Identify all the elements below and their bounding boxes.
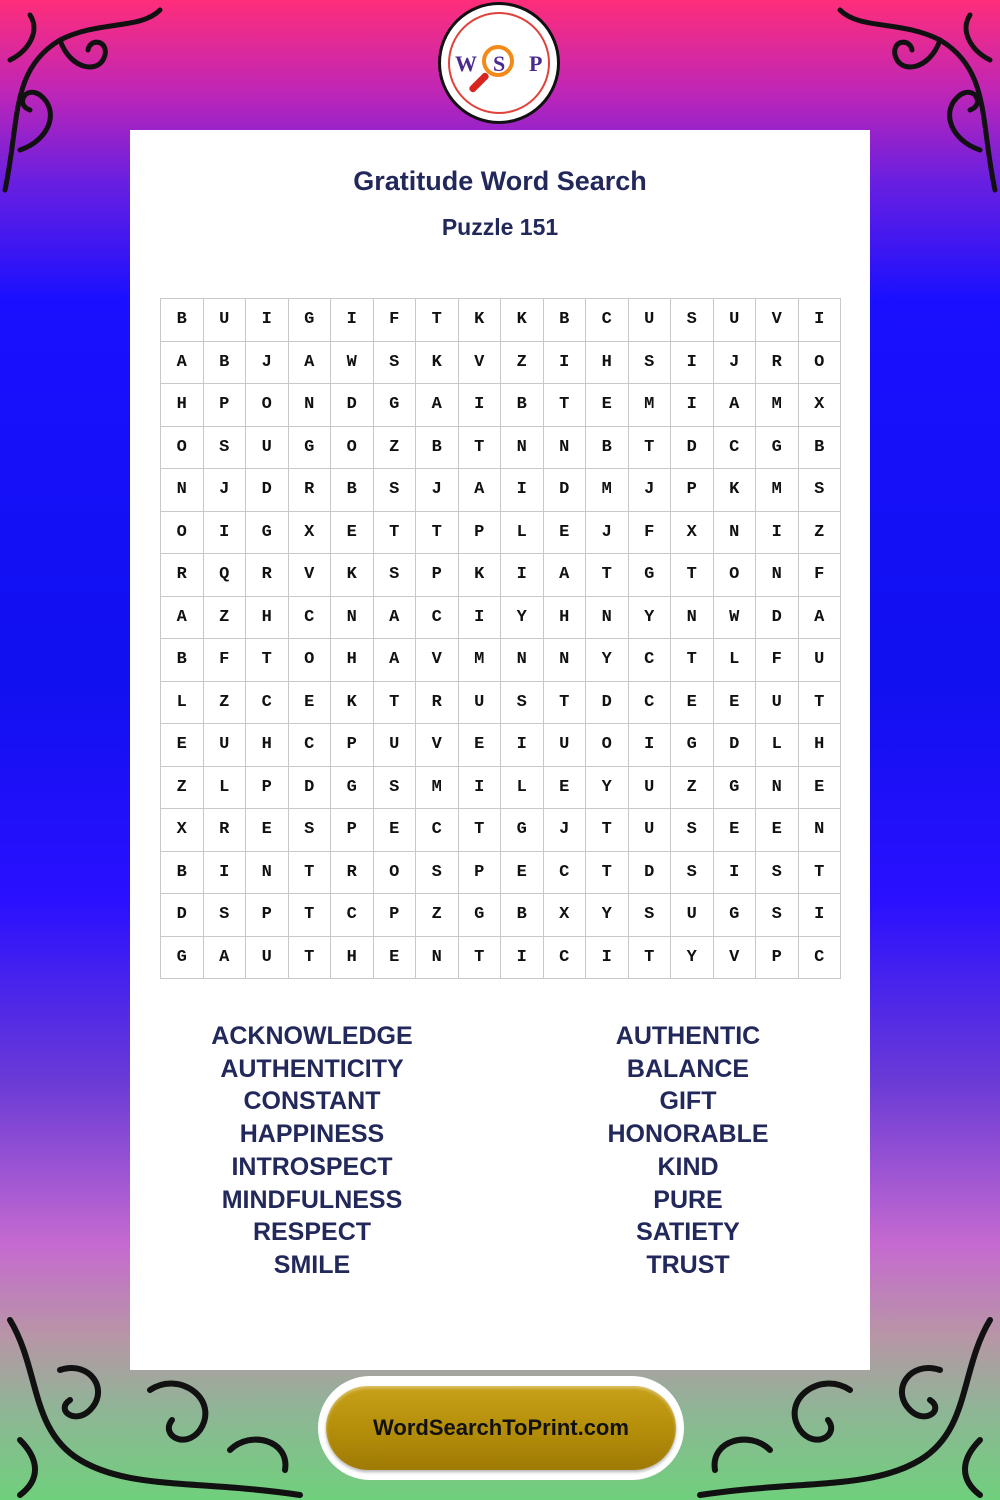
grid-cell[interactable]: C — [246, 682, 289, 725]
grid-cell[interactable]: Z — [501, 342, 544, 385]
grid-cell[interactable]: E — [374, 937, 417, 980]
grid-cell[interactable]: X — [161, 809, 204, 852]
grid-cell[interactable]: P — [416, 554, 459, 597]
grid-cell[interactable]: C — [629, 682, 672, 725]
grid-cell[interactable]: Z — [416, 894, 459, 937]
grid-cell[interactable]: T — [544, 384, 587, 427]
grid-cell[interactable]: S — [799, 469, 842, 512]
grid-cell[interactable]: L — [501, 767, 544, 810]
grid-cell[interactable]: P — [671, 469, 714, 512]
grid-cell[interactable]: T — [671, 554, 714, 597]
grid-cell[interactable]: B — [416, 427, 459, 470]
grid-cell[interactable]: Y — [586, 767, 629, 810]
grid-cell[interactable]: S — [204, 427, 247, 470]
grid-cell[interactable]: T — [459, 809, 502, 852]
grid-cell[interactable]: D — [289, 767, 332, 810]
website-link[interactable]: WordSearchToPrint.com — [326, 1386, 676, 1470]
grid-cell[interactable]: P — [459, 512, 502, 555]
grid-cell[interactable]: G — [289, 299, 332, 342]
grid-cell[interactable]: B — [544, 299, 587, 342]
grid-cell[interactable]: V — [416, 639, 459, 682]
grid-cell[interactable]: E — [374, 809, 417, 852]
word-item: SMILE — [273, 1250, 351, 1279]
grid-cell[interactable]: S — [374, 469, 417, 512]
grid-cell[interactable]: J — [246, 342, 289, 385]
grid-cell[interactable]: D — [161, 894, 204, 937]
grid-cell[interactable]: N — [586, 597, 629, 640]
grid-cell[interactable]: N — [714, 512, 757, 555]
wsp-logo — [438, 2, 560, 124]
grid-cell[interactable]: Z — [161, 767, 204, 810]
grid-cell[interactable]: I — [671, 342, 714, 385]
grid-cell[interactable]: T — [246, 639, 289, 682]
grid-cell[interactable]: I — [501, 554, 544, 597]
logo-letter-s: S — [493, 51, 506, 76]
grid-cell[interactable]: Z — [374, 427, 417, 470]
grid-cell[interactable]: S — [289, 809, 332, 852]
grid-cell[interactable]: I — [459, 767, 502, 810]
grid-cell[interactable]: S — [374, 554, 417, 597]
grid-cell[interactable]: T — [374, 512, 417, 555]
grid-cell[interactable]: P — [756, 937, 799, 980]
grid-cell[interactable]: N — [544, 639, 587, 682]
grid-cell[interactable]: C — [799, 937, 842, 980]
grid-cell[interactable]: P — [374, 894, 417, 937]
grid-cell[interactable]: E — [544, 767, 587, 810]
grid-cell[interactable]: I — [459, 597, 502, 640]
grid-cell[interactable]: N — [331, 597, 374, 640]
grid-cell[interactable]: J — [416, 469, 459, 512]
grid-cell[interactable]: T — [671, 639, 714, 682]
grid-cell[interactable]: V — [459, 342, 502, 385]
grid-cell[interactable]: B — [161, 852, 204, 895]
grid-cell[interactable]: K — [501, 299, 544, 342]
grid-cell[interactable]: F — [374, 299, 417, 342]
word-item: PURE — [653, 1185, 723, 1214]
grid-cell[interactable]: U — [246, 427, 289, 470]
grid-cell[interactable]: G — [161, 937, 204, 980]
grid-cell[interactable]: O — [714, 554, 757, 597]
grid-cell[interactable]: S — [374, 342, 417, 385]
grid-cell[interactable]: G — [756, 427, 799, 470]
grid-cell[interactable]: E — [161, 724, 204, 767]
grid-cell[interactable]: G — [331, 767, 374, 810]
grid-cell[interactable]: S — [629, 342, 672, 385]
grid-cell[interactable]: P — [204, 384, 247, 427]
word-item: GIFT — [659, 1087, 717, 1116]
grid-cell[interactable]: O — [289, 639, 332, 682]
grid-cell[interactable]: T — [544, 682, 587, 725]
grid-cell[interactable]: V — [289, 554, 332, 597]
grid-cell[interactable]: W — [714, 597, 757, 640]
word-item: INTROSPECT — [231, 1152, 393, 1181]
grid-cell[interactable]: T — [416, 512, 459, 555]
grid-cell[interactable]: Z — [204, 597, 247, 640]
grid-cell[interactable]: C — [289, 724, 332, 767]
grid-cell[interactable]: H — [246, 724, 289, 767]
grid-cell[interactable]: G — [501, 809, 544, 852]
grid-cell[interactable]: O — [246, 384, 289, 427]
grid-cell[interactable]: T — [289, 894, 332, 937]
grid-cell[interactable]: H — [331, 937, 374, 980]
grid-cell[interactable]: R — [289, 469, 332, 512]
grid-cell[interactable]: A — [204, 937, 247, 980]
letter-grid — [160, 298, 841, 979]
word-item: BALANCE — [626, 1054, 750, 1083]
grid-cell[interactable]: O — [161, 427, 204, 470]
grid-cell[interactable]: S — [204, 894, 247, 937]
grid-cell[interactable]: K — [416, 342, 459, 385]
grid-cell[interactable]: C — [289, 597, 332, 640]
grid-cell[interactable]: T — [799, 852, 842, 895]
word-item: HONORABLE — [607, 1120, 769, 1149]
grid-cell[interactable]: C — [544, 852, 587, 895]
grid-cell[interactable]: J — [204, 469, 247, 512]
grid-cell[interactable]: A — [374, 639, 417, 682]
grid-cell[interactable]: R — [246, 554, 289, 597]
grid-cell[interactable]: G — [246, 512, 289, 555]
grid-cell[interactable]: S — [671, 852, 714, 895]
word-item: AUTHENTIC — [615, 1022, 761, 1050]
grid-cell[interactable]: X — [671, 512, 714, 555]
grid-cell[interactable]: N — [161, 469, 204, 512]
grid-cell[interactable]: E — [331, 512, 374, 555]
grid-cell[interactable]: F — [756, 639, 799, 682]
grid-cell[interactable]: R — [416, 682, 459, 725]
grid-cell[interactable]: T — [459, 937, 502, 980]
grid-cell[interactable]: P — [459, 852, 502, 895]
grid-cell[interactable]: J — [586, 512, 629, 555]
grid-cell[interactable]: U — [756, 682, 799, 725]
grid-cell[interactable]: D — [756, 597, 799, 640]
grid-cell[interactable]: T — [416, 299, 459, 342]
grid-cell[interactable]: T — [629, 937, 672, 980]
grid-cell[interactable]: O — [374, 852, 417, 895]
grid-cell[interactable]: U — [629, 299, 672, 342]
grid-cell[interactable]: U — [629, 767, 672, 810]
word-item: SATIETY — [636, 1218, 740, 1247]
page-title: Gratitude Word Search — [353, 166, 647, 196]
grid-cell[interactable]: Y — [671, 937, 714, 980]
grid-cell[interactable]: I — [204, 512, 247, 555]
grid-cell[interactable]: L — [756, 724, 799, 767]
grid-cell[interactable]: M — [629, 384, 672, 427]
grid-cell[interactable]: A — [374, 597, 417, 640]
grid-cell[interactable]: I — [459, 384, 502, 427]
word-item: KIND — [657, 1152, 719, 1181]
grid-cell[interactable]: U — [459, 682, 502, 725]
grid-cell[interactable]: O — [586, 724, 629, 767]
grid-cell[interactable]: N — [501, 639, 544, 682]
grid-cell[interactable]: M — [586, 469, 629, 512]
grid-cell[interactable]: U — [629, 809, 672, 852]
grid-cell[interactable]: S — [671, 809, 714, 852]
grid-cell[interactable]: P — [331, 809, 374, 852]
grid-cell[interactable]: Y — [629, 597, 672, 640]
grid-cell[interactable]: I — [331, 299, 374, 342]
grid-cell[interactable]: T — [629, 427, 672, 470]
grid-cell[interactable]: U — [544, 724, 587, 767]
grid-cell[interactable]: F — [799, 554, 842, 597]
grid-cell[interactable]: G — [629, 554, 672, 597]
grid-cell[interactable]: S — [756, 852, 799, 895]
grid-cell[interactable]: C — [416, 809, 459, 852]
grid-cell[interactable]: L — [204, 767, 247, 810]
grid-cell[interactable]: X — [799, 384, 842, 427]
grid-cell[interactable]: E — [459, 724, 502, 767]
grid-cell[interactable]: A — [289, 342, 332, 385]
grid-cell[interactable]: C — [416, 597, 459, 640]
grid-cell[interactable]: B — [799, 427, 842, 470]
grid-cell[interactable]: S — [501, 682, 544, 725]
grid-cell[interactable]: U — [246, 937, 289, 980]
grid-cell[interactable]: B — [161, 639, 204, 682]
grid-cell[interactable]: L — [501, 512, 544, 555]
grid-cell[interactable]: I — [246, 299, 289, 342]
grid-cell[interactable]: T — [586, 852, 629, 895]
grid-cell[interactable]: T — [586, 809, 629, 852]
grid-cell[interactable]: N — [671, 597, 714, 640]
grid-cell[interactable]: N — [289, 384, 332, 427]
grid-cell[interactable]: N — [501, 427, 544, 470]
word-item: TRUST — [646, 1250, 730, 1279]
grid-cell[interactable]: I — [544, 342, 587, 385]
grid-cell[interactable]: I — [671, 384, 714, 427]
word-list-right — [538, 1020, 838, 1282]
grid-cell[interactable]: U — [204, 299, 247, 342]
grid-cell[interactable]: D — [544, 469, 587, 512]
grid-cell[interactable]: J — [629, 469, 672, 512]
grid-cell[interactable]: M — [416, 767, 459, 810]
grid-cell[interactable]: Y — [501, 597, 544, 640]
logo-letter-w: W — [455, 51, 477, 76]
word-item: MINDFULNESS — [221, 1185, 403, 1214]
grid-cell[interactable]: G — [714, 894, 757, 937]
grid-cell[interactable]: N — [799, 809, 842, 852]
grid-cell[interactable]: A — [799, 597, 842, 640]
grid-cell[interactable]: K — [331, 554, 374, 597]
grid-cell[interactable]: C — [586, 299, 629, 342]
grid-cell[interactable]: E — [714, 809, 757, 852]
grid-cell[interactable]: Z — [799, 512, 842, 555]
grid-cell[interactable]: H — [331, 639, 374, 682]
grid-cell[interactable]: D — [714, 724, 757, 767]
grid-cell[interactable]: C — [714, 427, 757, 470]
grid-cell[interactable]: D — [246, 469, 289, 512]
word-list-left — [162, 1020, 462, 1282]
grid-cell[interactable]: J — [544, 809, 587, 852]
grid-cell[interactable]: K — [459, 299, 502, 342]
grid-cell[interactable]: U — [671, 894, 714, 937]
grid-cell[interactable]: V — [714, 937, 757, 980]
grid-cell[interactable]: D — [586, 682, 629, 725]
grid-cell[interactable]: Z — [671, 767, 714, 810]
grid-cell[interactable]: A — [544, 554, 587, 597]
grid-cell[interactable]: X — [289, 512, 332, 555]
grid-cell[interactable]: G — [714, 767, 757, 810]
word-item: HAPPINESS — [239, 1120, 385, 1149]
grid-cell[interactable]: N — [756, 554, 799, 597]
grid-cell[interactable]: R — [204, 809, 247, 852]
grid-cell[interactable]: S — [671, 299, 714, 342]
grid-cell[interactable]: V — [756, 299, 799, 342]
grid-cell[interactable]: P — [246, 894, 289, 937]
grid-cell[interactable]: E — [501, 852, 544, 895]
grid-cell[interactable]: K — [714, 469, 757, 512]
grid-cell[interactable]: G — [374, 384, 417, 427]
grid-cell[interactable]: A — [459, 469, 502, 512]
word-item: AUTHENTICITY — [220, 1054, 404, 1083]
grid-cell[interactable]: V — [416, 724, 459, 767]
grid-cell[interactable]: A — [714, 384, 757, 427]
grid-cell[interactable]: F — [204, 639, 247, 682]
grid-cell[interactable]: E — [799, 767, 842, 810]
grid-cell[interactable]: H — [586, 342, 629, 385]
grid-cell[interactable]: M — [756, 384, 799, 427]
grid-cell[interactable]: K — [459, 554, 502, 597]
grid-cell[interactable]: B — [501, 894, 544, 937]
grid-cell[interactable]: E — [756, 809, 799, 852]
grid-cell[interactable]: I — [586, 937, 629, 980]
grid-cell[interactable]: S — [629, 894, 672, 937]
grid-cell[interactable]: H — [161, 384, 204, 427]
grid-cell[interactable]: B — [586, 427, 629, 470]
grid-cell[interactable]: T — [289, 937, 332, 980]
grid-cell[interactable]: T — [289, 852, 332, 895]
grid-cell[interactable]: H — [246, 597, 289, 640]
grid-cell[interactable]: J — [714, 342, 757, 385]
grid-cell[interactable]: I — [799, 299, 842, 342]
grid-cell[interactable]: C — [331, 894, 374, 937]
grid-cell[interactable]: I — [714, 852, 757, 895]
grid-cell[interactable]: S — [374, 767, 417, 810]
grid-cell[interactable]: X — [544, 894, 587, 937]
grid-cell[interactable]: T — [799, 682, 842, 725]
grid-cell[interactable]: A — [161, 597, 204, 640]
grid-cell[interactable]: N — [416, 937, 459, 980]
grid-cell[interactable]: T — [586, 554, 629, 597]
grid-cell[interactable]: B — [161, 299, 204, 342]
grid-cell[interactable]: E — [246, 809, 289, 852]
word-item: RESPECT — [252, 1218, 372, 1247]
grid-cell[interactable]: M — [459, 639, 502, 682]
grid-cell[interactable]: E — [544, 512, 587, 555]
grid-cell[interactable]: O — [331, 427, 374, 470]
grid-cell[interactable]: R — [756, 342, 799, 385]
grid-cell[interactable]: N — [246, 852, 289, 895]
grid-cell[interactable]: N — [544, 427, 587, 470]
grid-cell[interactable]: I — [204, 852, 247, 895]
puzzle-number: Puzzle 151 — [441, 214, 559, 240]
grid-cell[interactable]: O — [161, 512, 204, 555]
grid-cell[interactable]: H — [544, 597, 587, 640]
grid-cell[interactable]: U — [799, 639, 842, 682]
grid-cell[interactable]: P — [331, 724, 374, 767]
grid-cell[interactable]: H — [799, 724, 842, 767]
grid-cell[interactable]: P — [246, 767, 289, 810]
grid-cell[interactable]: C — [544, 937, 587, 980]
grid-cell[interactable]: E — [714, 682, 757, 725]
word-item: ACKNOWLEDGE — [211, 1022, 413, 1050]
grid-cell[interactable]: Y — [586, 894, 629, 937]
grid-cell[interactable]: L — [714, 639, 757, 682]
grid-cell[interactable]: D — [331, 384, 374, 427]
grid-cell[interactable]: R — [161, 554, 204, 597]
grid-cell[interactable]: R — [331, 852, 374, 895]
grid-cell[interactable]: I — [629, 724, 672, 767]
grid-cell[interactable]: O — [799, 342, 842, 385]
grid-cell[interactable]: Z — [204, 682, 247, 725]
puzzle-card — [130, 130, 870, 1370]
word-item: CONSTANT — [243, 1087, 381, 1116]
grid-cell[interactable]: E — [671, 682, 714, 725]
grid-cell[interactable]: S — [416, 852, 459, 895]
grid-cell[interactable]: U — [714, 299, 757, 342]
grid-cell[interactable]: G — [289, 427, 332, 470]
logo-letter-p: P — [529, 51, 543, 76]
grid-cell[interactable]: B — [331, 469, 374, 512]
grid-cell[interactable]: Q — [204, 554, 247, 597]
grid-cell[interactable]: M — [756, 469, 799, 512]
grid-cell[interactable]: A — [416, 384, 459, 427]
grid-cell[interactable]: D — [629, 852, 672, 895]
grid-cell[interactable]: A — [161, 342, 204, 385]
grid-cell[interactable]: K — [331, 682, 374, 725]
grid-cell[interactable]: I — [501, 724, 544, 767]
grid-cell[interactable]: I — [799, 894, 842, 937]
grid-cell[interactable]: W — [331, 342, 374, 385]
grid-cell[interactable]: B — [204, 342, 247, 385]
grid-cell[interactable]: U — [374, 724, 417, 767]
grid-cell[interactable]: T — [374, 682, 417, 725]
grid-cell[interactable]: I — [501, 937, 544, 980]
grid-cell[interactable]: N — [756, 767, 799, 810]
grid-cell[interactable]: T — [459, 427, 502, 470]
grid-cell[interactable]: I — [756, 512, 799, 555]
grid-cell[interactable]: G — [671, 724, 714, 767]
grid-cell[interactable]: Y — [586, 639, 629, 682]
grid-cell[interactable]: L — [161, 682, 204, 725]
grid-cell[interactable]: B — [501, 384, 544, 427]
grid-cell[interactable]: S — [756, 894, 799, 937]
grid-cell[interactable]: E — [586, 384, 629, 427]
grid-cell[interactable]: G — [459, 894, 502, 937]
website-button[interactable] — [318, 1376, 684, 1480]
grid-cell[interactable]: F — [629, 512, 672, 555]
grid-cell[interactable]: I — [501, 469, 544, 512]
grid-cell[interactable]: E — [289, 682, 332, 725]
grid-cell[interactable]: C — [629, 639, 672, 682]
grid-cell[interactable]: D — [671, 427, 714, 470]
grid-cell[interactable]: U — [204, 724, 247, 767]
